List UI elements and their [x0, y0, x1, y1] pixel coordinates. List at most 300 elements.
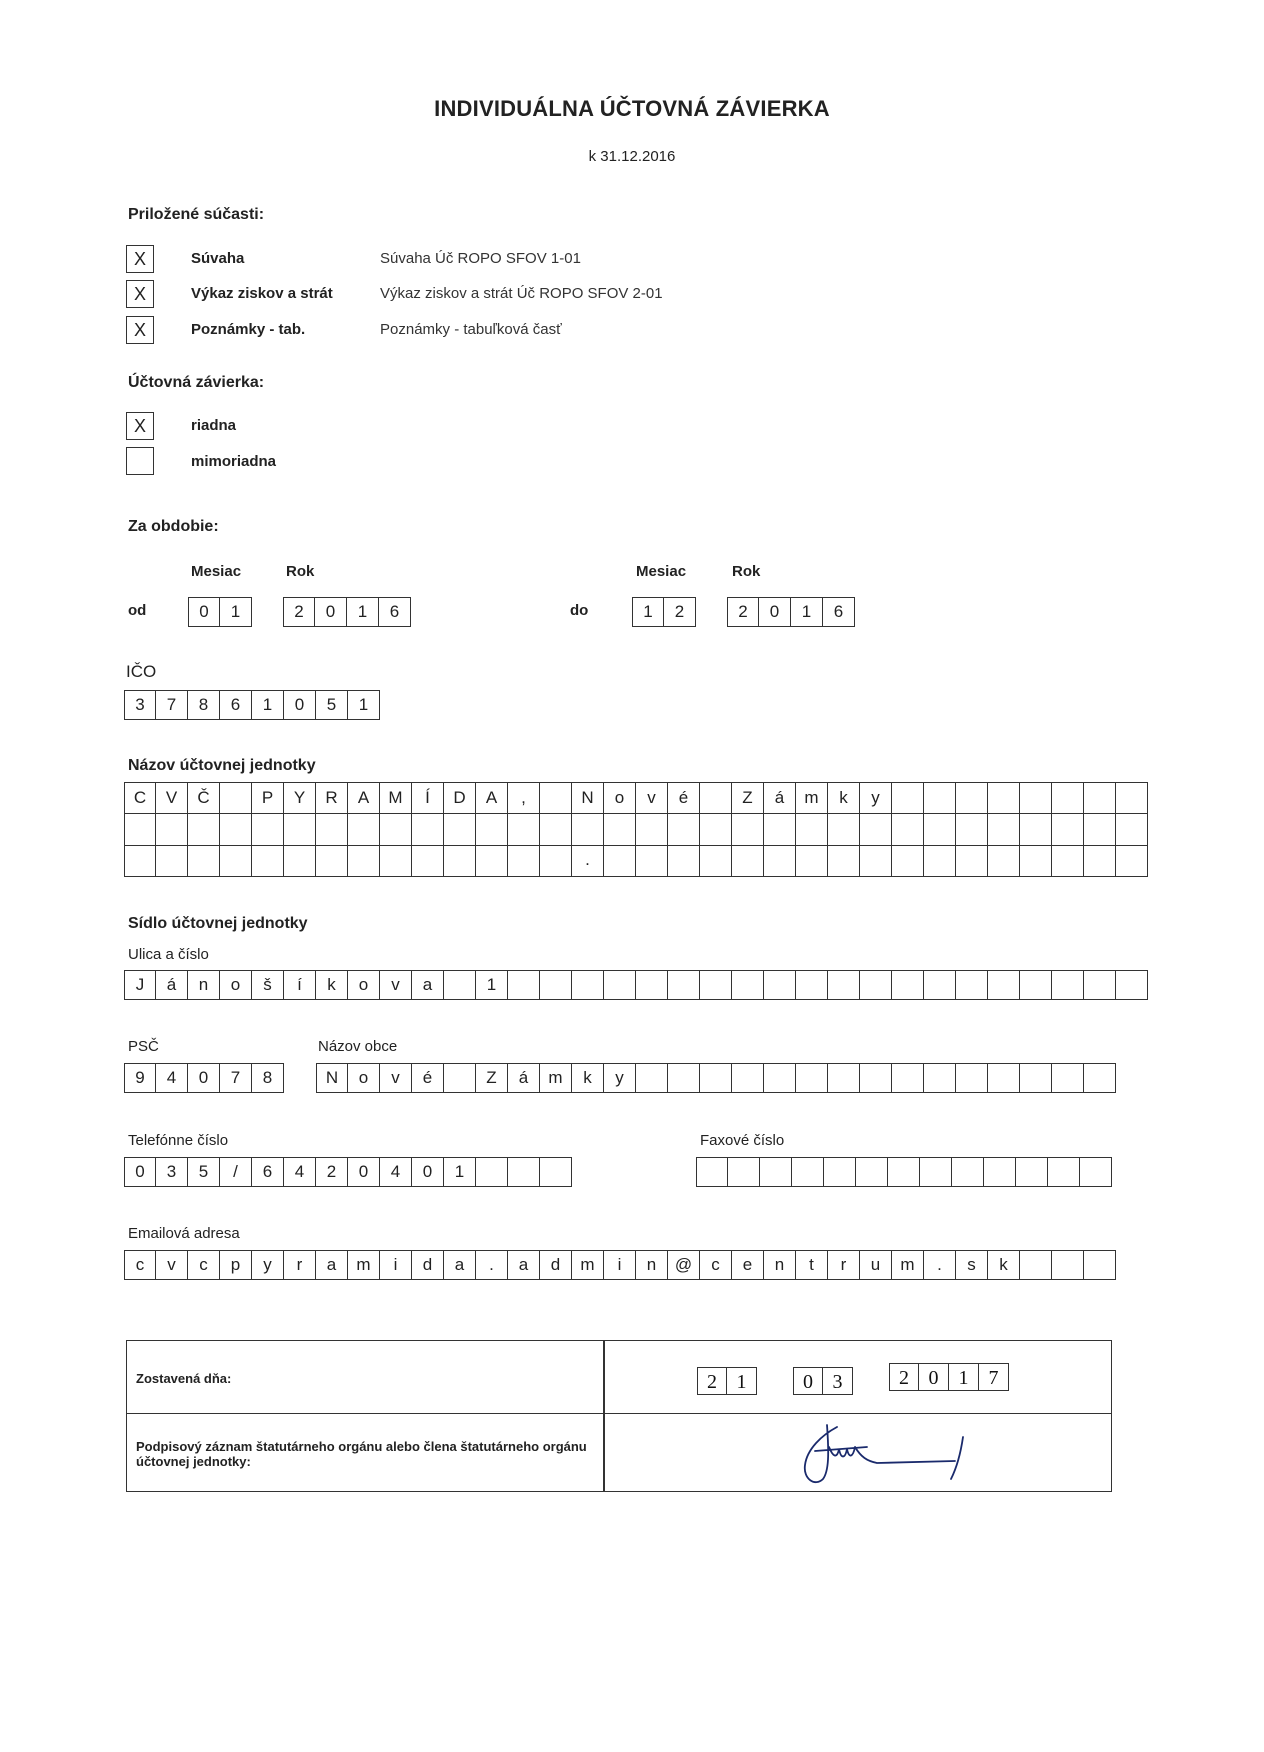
cell[interactable]: 6: [220, 690, 252, 720]
closing-header: Účtovná závierka:: [128, 374, 265, 391]
cell[interactable]: A: [476, 782, 508, 814]
cell[interactable]: [540, 782, 572, 814]
fax-label: Faxové číslo: [700, 1132, 785, 1149]
cell[interactable]: [508, 845, 540, 877]
cell[interactable]: 7: [156, 690, 188, 720]
cell[interactable]: [796, 814, 828, 846]
cell[interactable]: o: [220, 970, 252, 1000]
cell[interactable]: d: [540, 1250, 572, 1280]
cell[interactable]: c: [124, 1250, 156, 1280]
cell[interactable]: é: [412, 1063, 444, 1093]
cell[interactable]: n: [636, 1250, 668, 1280]
cell[interactable]: [284, 814, 316, 846]
cell[interactable]: [572, 970, 604, 1000]
cell[interactable]: [732, 1063, 764, 1093]
cell[interactable]: r: [828, 1250, 860, 1280]
cell[interactable]: Y: [284, 782, 316, 814]
cell[interactable]: [284, 845, 316, 877]
city-label: Názov obce: [318, 1038, 398, 1055]
checkbox-mimoriadna[interactable]: [126, 447, 154, 475]
cell[interactable]: [796, 1063, 828, 1093]
unit-name-row: [124, 814, 1148, 846]
cell[interactable]: [444, 814, 476, 846]
cell[interactable]: [668, 845, 700, 877]
cell[interactable]: [856, 1157, 888, 1187]
signature-label: Podpisový záznam štatutárneho orgánu alebo člena štatutárneho orgánu účtovnej jednotky:: [136, 1439, 587, 1469]
to-year-label: Rok: [732, 563, 761, 580]
cell[interactable]: 2: [697, 1367, 727, 1395]
cell[interactable]: [156, 845, 188, 877]
divider: [603, 1413, 605, 1491]
from-year-label: Rok: [286, 563, 315, 580]
cell[interactable]: [892, 814, 924, 846]
cell[interactable]: ,: [508, 782, 540, 814]
attachment-desc: Súvaha Úč ROPO SFOV 1-01: [380, 250, 581, 267]
cell[interactable]: [1080, 1157, 1112, 1187]
email-cells: [124, 1250, 1116, 1280]
cell[interactable]: m: [348, 1250, 380, 1280]
cell[interactable]: [924, 1063, 956, 1093]
cell[interactable]: [1020, 1250, 1052, 1280]
cell[interactable]: á: [764, 782, 796, 814]
cell[interactable]: D: [444, 782, 476, 814]
cell[interactable]: [828, 970, 860, 1000]
cell[interactable]: u: [860, 1250, 892, 1280]
cell[interactable]: á: [156, 970, 188, 1000]
cell[interactable]: [1048, 1157, 1080, 1187]
cell[interactable]: o: [604, 782, 636, 814]
cell[interactable]: o: [348, 1063, 380, 1093]
cell[interactable]: e: [732, 1250, 764, 1280]
report-date: k 31.12.2016: [588, 148, 676, 165]
cell[interactable]: N: [572, 782, 604, 814]
cell[interactable]: 1: [220, 597, 252, 627]
cell[interactable]: 0: [793, 1367, 823, 1395]
from-month-cells: [188, 597, 252, 627]
cell[interactable]: [508, 970, 540, 1000]
cell[interactable]: [732, 814, 764, 846]
checkbox-riadna[interactable]: X: [126, 412, 154, 440]
email-label: Emailová adresa: [128, 1225, 240, 1242]
cell[interactable]: 4: [380, 1157, 412, 1187]
to-label: do: [570, 602, 589, 619]
cell[interactable]: [636, 1063, 668, 1093]
cell[interactable]: 0: [284, 690, 316, 720]
cell[interactable]: k: [572, 1063, 604, 1093]
cell[interactable]: [476, 1157, 508, 1187]
cell[interactable]: s: [956, 1250, 988, 1280]
checkbox-vykaz[interactable]: X: [126, 280, 154, 308]
cell[interactable]: [924, 970, 956, 1000]
cell[interactable]: [1052, 782, 1084, 814]
cell[interactable]: [988, 970, 1020, 1000]
to-month-label: Mesiac: [636, 563, 687, 580]
cell[interactable]: [252, 845, 284, 877]
cell[interactable]: p: [220, 1250, 252, 1280]
cell[interactable]: [540, 1157, 572, 1187]
cell[interactable]: [700, 814, 732, 846]
attachment-name: Súvaha: [191, 250, 245, 267]
cell[interactable]: k: [316, 970, 348, 1000]
ico-label: IČO: [126, 662, 157, 681]
cell[interactable]: 1: [949, 1363, 979, 1391]
cell[interactable]: 5: [188, 1157, 220, 1187]
cell[interactable]: t: [796, 1250, 828, 1280]
cell[interactable]: [124, 814, 156, 846]
cell[interactable]: [888, 1157, 920, 1187]
cell[interactable]: 0: [348, 1157, 380, 1187]
cell[interactable]: š: [252, 970, 284, 1000]
cell[interactable]: 0: [188, 1063, 220, 1093]
cell[interactable]: [892, 782, 924, 814]
cell[interactable]: [700, 1063, 732, 1093]
cell[interactable]: [380, 845, 412, 877]
cell[interactable]: [828, 1063, 860, 1093]
cell[interactable]: o: [348, 970, 380, 1000]
cell[interactable]: [124, 845, 156, 877]
cell[interactable]: [760, 1157, 792, 1187]
cell[interactable]: 1: [348, 690, 380, 720]
cell[interactable]: [952, 1157, 984, 1187]
cell[interactable]: [924, 814, 956, 846]
cell[interactable]: [1116, 782, 1148, 814]
cell[interactable]: [732, 845, 764, 877]
cell[interactable]: [604, 970, 636, 1000]
cell[interactable]: [444, 845, 476, 877]
cell[interactable]: [220, 782, 252, 814]
divider: [603, 1341, 605, 1413]
closing-option: riadna: [191, 417, 237, 434]
cell[interactable]: [764, 845, 796, 877]
cell[interactable]: [920, 1157, 952, 1187]
street-label: Ulica a číslo: [128, 946, 209, 963]
attachment-name: Poznámky - tab.: [191, 321, 306, 338]
cell[interactable]: y: [860, 782, 892, 814]
cell[interactable]: [696, 1157, 728, 1187]
cell[interactable]: [1116, 970, 1148, 1000]
cell[interactable]: [860, 1063, 892, 1093]
cell[interactable]: m: [796, 782, 828, 814]
cell[interactable]: a: [444, 1250, 476, 1280]
cell[interactable]: [1020, 1063, 1052, 1093]
to-year-cells: [727, 597, 855, 627]
cell[interactable]: c: [188, 1250, 220, 1280]
cell[interactable]: [188, 814, 220, 846]
cell[interactable]: v: [380, 1063, 412, 1093]
cell[interactable]: y: [604, 1063, 636, 1093]
cell[interactable]: [956, 782, 988, 814]
cell[interactable]: a: [508, 1250, 540, 1280]
cell[interactable]: [476, 814, 508, 846]
cell[interactable]: 0: [919, 1363, 949, 1391]
cell[interactable]: [924, 782, 956, 814]
cell[interactable]: [700, 845, 732, 877]
cell[interactable]: 0: [759, 597, 791, 627]
cell[interactable]: [316, 845, 348, 877]
cell[interactable]: 8: [252, 1063, 284, 1093]
cell[interactable]: [956, 845, 988, 877]
cell[interactable]: d: [412, 1250, 444, 1280]
cell[interactable]: y: [252, 1250, 284, 1280]
from-month-label: Mesiac: [191, 563, 242, 580]
seat-header: Sídlo účtovnej jednotky: [128, 915, 308, 932]
psc-label: PSČ: [128, 1038, 159, 1055]
unit-name-row: [124, 782, 1148, 814]
cell[interactable]: [668, 970, 700, 1000]
signature-box: [126, 1340, 1112, 1492]
cell[interactable]: [988, 814, 1020, 846]
cell[interactable]: [700, 970, 732, 1000]
cell[interactable]: [540, 845, 572, 877]
cell[interactable]: [540, 970, 572, 1000]
cell[interactable]: .: [572, 845, 604, 877]
checkbox-poznamky[interactable]: X: [126, 316, 154, 344]
cell[interactable]: 9: [124, 1063, 156, 1093]
from-year-cells: [283, 597, 411, 627]
cell[interactable]: [1052, 845, 1084, 877]
cell[interactable]: [1020, 845, 1052, 877]
street-cells: [124, 970, 1148, 1000]
cell[interactable]: i: [380, 1250, 412, 1280]
cell[interactable]: [668, 814, 700, 846]
cell[interactable]: [924, 845, 956, 877]
cell[interactable]: .: [924, 1250, 956, 1280]
cell[interactable]: 0: [124, 1157, 156, 1187]
cell[interactable]: 2: [664, 597, 696, 627]
signature-row: [127, 1413, 1111, 1491]
cell[interactable]: P: [252, 782, 284, 814]
cell[interactable]: [444, 1063, 476, 1093]
cell[interactable]: [412, 845, 444, 877]
cell[interactable]: 0: [315, 597, 347, 627]
cell[interactable]: é: [668, 782, 700, 814]
cell[interactable]: v: [380, 970, 412, 1000]
cell[interactable]: Z: [732, 782, 764, 814]
cell[interactable]: k: [988, 1250, 1020, 1280]
cell[interactable]: 2: [283, 597, 315, 627]
cell[interactable]: [668, 1063, 700, 1093]
cell[interactable]: 6: [823, 597, 855, 627]
cell[interactable]: m: [892, 1250, 924, 1280]
cell[interactable]: [572, 814, 604, 846]
attachment-name: Výkaz ziskov a strát: [191, 285, 333, 302]
cell[interactable]: [860, 970, 892, 1000]
cell[interactable]: [828, 845, 860, 877]
cell[interactable]: [796, 845, 828, 877]
cell[interactable]: [988, 1063, 1020, 1093]
cell[interactable]: [824, 1157, 856, 1187]
page-title: INDIVIDUÁLNA ÚČTOVNÁ ZÁVIERKA: [434, 96, 830, 121]
cell[interactable]: 1: [476, 970, 508, 1000]
cell[interactable]: .: [476, 1250, 508, 1280]
cell[interactable]: [1084, 782, 1116, 814]
cell[interactable]: 1: [444, 1157, 476, 1187]
cell[interactable]: 3: [156, 1157, 188, 1187]
cell[interactable]: 6: [379, 597, 411, 627]
cell[interactable]: [892, 845, 924, 877]
cell[interactable]: r: [284, 1250, 316, 1280]
cell[interactable]: 2: [889, 1363, 919, 1391]
cell[interactable]: 0: [188, 597, 220, 627]
cell[interactable]: v: [636, 782, 668, 814]
cell[interactable]: [792, 1157, 824, 1187]
cell[interactable]: 4: [284, 1157, 316, 1187]
cell[interactable]: [700, 782, 732, 814]
cell[interactable]: 1: [347, 597, 379, 627]
unit-name-row: [124, 845, 1148, 877]
cell[interactable]: [984, 1157, 1016, 1187]
cell[interactable]: 4: [156, 1063, 188, 1093]
cell[interactable]: [860, 845, 892, 877]
cell[interactable]: Í: [412, 782, 444, 814]
cell[interactable]: [732, 970, 764, 1000]
cell[interactable]: 1: [727, 1367, 757, 1395]
ico-cells: [124, 690, 380, 720]
cell[interactable]: [892, 970, 924, 1000]
cell[interactable]: [1116, 845, 1148, 877]
period-header: Za obdobie:: [128, 518, 219, 535]
cell[interactable]: [828, 814, 860, 846]
cell[interactable]: A: [348, 782, 380, 814]
cell[interactable]: k: [828, 782, 860, 814]
phone-cells: [124, 1157, 572, 1187]
cell[interactable]: /: [220, 1157, 252, 1187]
cell[interactable]: [764, 1063, 796, 1093]
compiled-row: [127, 1341, 1111, 1414]
cell[interactable]: [988, 782, 1020, 814]
cell[interactable]: 1: [632, 597, 664, 627]
cell[interactable]: [860, 814, 892, 846]
fax-cells: [696, 1157, 1112, 1187]
cell[interactable]: C: [124, 782, 156, 814]
cell[interactable]: [1020, 970, 1052, 1000]
cell[interactable]: 6: [252, 1157, 284, 1187]
cell[interactable]: i: [604, 1250, 636, 1280]
cell[interactable]: í: [284, 970, 316, 1000]
cell[interactable]: [636, 814, 668, 846]
cell[interactable]: [1084, 970, 1116, 1000]
cell[interactable]: m: [540, 1063, 572, 1093]
compiled-year-cells: [889, 1363, 1009, 1391]
cell[interactable]: M: [380, 782, 412, 814]
cell[interactable]: 7: [979, 1363, 1009, 1391]
cell[interactable]: N: [316, 1063, 348, 1093]
cell[interactable]: [380, 814, 412, 846]
cell[interactable]: [1020, 814, 1052, 846]
cell[interactable]: [220, 845, 252, 877]
cell[interactable]: @: [668, 1250, 700, 1280]
cell[interactable]: v: [156, 1250, 188, 1280]
cell[interactable]: [1116, 814, 1148, 846]
cell[interactable]: 7: [220, 1063, 252, 1093]
cell[interactable]: [956, 1063, 988, 1093]
cell[interactable]: [252, 814, 284, 846]
cell[interactable]: [1084, 1250, 1116, 1280]
cell[interactable]: [1052, 1063, 1084, 1093]
compiled-day-cells: [697, 1367, 757, 1395]
cell[interactable]: [1084, 845, 1116, 877]
cell[interactable]: 3: [124, 690, 156, 720]
cell[interactable]: [444, 970, 476, 1000]
cell[interactable]: [412, 814, 444, 846]
cell[interactable]: [892, 1063, 924, 1093]
cell[interactable]: [1020, 782, 1052, 814]
cell[interactable]: á: [508, 1063, 540, 1093]
city-cells: [316, 1063, 1116, 1093]
phone-label: Telefónne číslo: [128, 1132, 229, 1149]
compiled-label: Zostavená dňa:: [136, 1371, 232, 1386]
cell[interactable]: [764, 970, 796, 1000]
cell[interactable]: [508, 1157, 540, 1187]
compiled-month-cells: [793, 1367, 853, 1395]
cell[interactable]: a: [412, 970, 444, 1000]
cell[interactable]: [540, 814, 572, 846]
to-month-cells: [632, 597, 696, 627]
cell[interactable]: 0: [412, 1157, 444, 1187]
cell[interactable]: [1052, 970, 1084, 1000]
cell[interactable]: m: [572, 1250, 604, 1280]
checkbox-suvaha[interactable]: X: [126, 245, 154, 273]
cell[interactable]: [728, 1157, 760, 1187]
cell[interactable]: 2: [727, 597, 759, 627]
cell[interactable]: [348, 814, 380, 846]
cell[interactable]: V: [156, 782, 188, 814]
cell[interactable]: 3: [823, 1367, 853, 1395]
cell[interactable]: [220, 814, 252, 846]
cell[interactable]: 1: [791, 597, 823, 627]
cell[interactable]: [636, 845, 668, 877]
cell[interactable]: J: [124, 970, 156, 1000]
cell[interactable]: [1052, 1250, 1084, 1280]
cell[interactable]: [636, 970, 668, 1000]
cell[interactable]: R: [316, 782, 348, 814]
cell[interactable]: 1: [252, 690, 284, 720]
cell[interactable]: [316, 814, 348, 846]
cell[interactable]: Z: [476, 1063, 508, 1093]
from-label: od: [128, 602, 147, 619]
cell[interactable]: [1052, 814, 1084, 846]
attachment-desc: Poznámky - tabuľková časť: [380, 321, 562, 338]
attachment-desc: Výkaz ziskov a strát Úč ROPO SFOV 2-01: [380, 285, 663, 302]
cell[interactable]: [988, 845, 1020, 877]
cell[interactable]: [604, 814, 636, 846]
cell[interactable]: [348, 845, 380, 877]
cell[interactable]: Č: [188, 782, 220, 814]
cell[interactable]: [1016, 1157, 1048, 1187]
cell[interactable]: [508, 814, 540, 846]
attachments-header: Priložené súčasti:: [128, 206, 265, 223]
cell[interactable]: [1084, 814, 1116, 846]
cell[interactable]: [188, 845, 220, 877]
cell[interactable]: [156, 814, 188, 846]
cell[interactable]: 8: [188, 690, 220, 720]
cell[interactable]: [796, 970, 828, 1000]
cell[interactable]: n: [188, 970, 220, 1000]
cell[interactable]: [956, 814, 988, 846]
cell[interactable]: a: [316, 1250, 348, 1280]
cell[interactable]: c: [700, 1250, 732, 1280]
cell[interactable]: [956, 970, 988, 1000]
unit-name-label: Názov účtovnej jednotky: [128, 757, 316, 774]
cell[interactable]: [1084, 1063, 1116, 1093]
cell[interactable]: [604, 845, 636, 877]
cell[interactable]: 5: [316, 690, 348, 720]
cell[interactable]: 2: [316, 1157, 348, 1187]
cell[interactable]: [476, 845, 508, 877]
psc-cells: [124, 1063, 284, 1093]
cell[interactable]: n: [764, 1250, 796, 1280]
cell[interactable]: [764, 814, 796, 846]
